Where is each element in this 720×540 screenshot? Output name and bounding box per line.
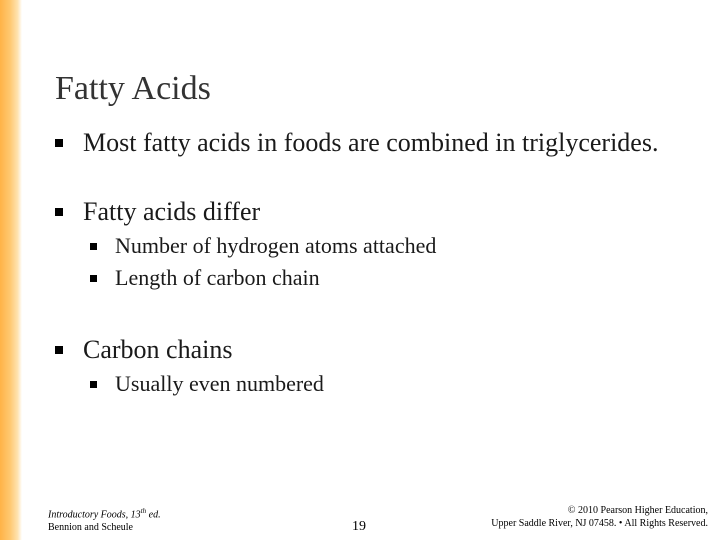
sub-bullet-text: Usually even numbered bbox=[115, 371, 324, 396]
sub-bullet-text: Length of carbon chain bbox=[115, 265, 320, 290]
copyright-line: Upper Saddle River, NJ 07458. • All Rights Reserved. bbox=[491, 518, 708, 529]
copyright-line: © 2010 Pearson Higher Education, bbox=[567, 505, 708, 516]
square-bullet-icon bbox=[90, 243, 97, 250]
slide-title: Fatty Acids bbox=[55, 70, 211, 107]
square-bullet-icon bbox=[90, 381, 97, 388]
footer-book-info bbox=[48, 505, 161, 534]
bullet-text: Fatty acids differ bbox=[83, 197, 261, 226]
bullet-item bbox=[55, 128, 658, 158]
bullet-item bbox=[55, 335, 232, 365]
square-bullet-icon bbox=[55, 346, 63, 354]
bullet-text: Carbon chains bbox=[83, 335, 233, 364]
copyright-notice bbox=[491, 504, 708, 530]
sub-bullet-item bbox=[90, 233, 436, 259]
page-number: 19 bbox=[352, 519, 366, 534]
sub-bullet-item bbox=[90, 371, 324, 397]
accent-bar bbox=[0, 0, 22, 540]
bullet-item bbox=[55, 197, 260, 227]
sub-bullet-item bbox=[90, 265, 320, 291]
square-bullet-icon bbox=[55, 208, 63, 216]
book-authors: Bennion and Scheule bbox=[48, 522, 133, 534]
sub-bullet-text: Number of hydrogen atoms attached bbox=[115, 233, 437, 258]
bullet-text: Most fatty acids in foods are combined in triglycerides. bbox=[83, 128, 659, 157]
book-title: Introductory Foods, 13th ed. bbox=[48, 507, 161, 521]
square-bullet-icon bbox=[90, 275, 97, 282]
square-bullet-icon bbox=[55, 139, 63, 147]
